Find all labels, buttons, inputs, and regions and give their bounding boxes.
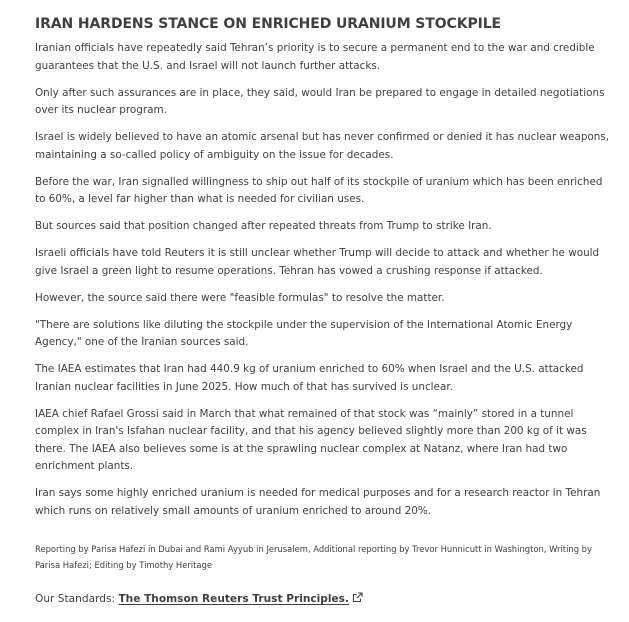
article-paragraph: Before the war, Iran signalled willingness to ship out half of its stockpile of uranium which has been enriched to 60%, a level far higher than what is needed for civilian uses. [35, 175, 603, 205]
reporting-credits: Reporting by Parisa Hafezi in Dubai and Rami Ayyub in Jerusalem, Additional reporting by Trevor Hunnicutt in Washington, Writing by Parisa Hafezi; Editing by Timothy Heritage [35, 544, 592, 570]
article-paragraph: But sources said that position changed after repeated threats from Trump to strike Iran. [35, 220, 492, 232]
article-paragraph: IAEA chief Rafael Grossi said in March that what remained of that stock was “mainly” stored in a tunnel complex in Iran's Isfahan nuclear facility, and that his agency believed slightly more than 200 kg of it was there. The IAEA also believes some is at the sprawling nuclear complex at Natanz, where Iran had two enrichment plants. [35, 407, 587, 472]
article-paragraph: Iran says some highly enriched uranium is needed for medical purposes and for a research reactor in Tehran which runs on relatively small amounts of uranium enriched to around 20%. [35, 487, 601, 517]
article-paragraph: Israel is widely believed to have an atomic arsenal but has never confirmed or denied it has nuclear weapons, maintaining a so-called policy of ambiguity on the issue for decades. [35, 131, 610, 161]
external-link-icon[interactable] [352, 592, 363, 608]
article-paragraph: "There are solutions like diluting the stockpile under the supervision of the International Atomic Energy Agency," one of the Iranian sources said. [35, 318, 573, 348]
article-paragraph: Only after such assurances are in place, they said, would Iran be prepared to engage in detailed negotiations over its nuclear program. [35, 86, 605, 116]
article-paragraph: The IAEA estimates that Iran had 440.9 kg of uranium enriched to 60% when Israel and the U.S. attacked Iranian nuclear facilities in June 2025. How much of that has survived is unclear. [35, 363, 584, 393]
trust-principles-link[interactable]: The Thomson Reuters Trust Principles. [118, 593, 350, 605]
article-paragraph: Israeli officials have told Reuters it is still unclear whether Trump will decide to attack and whether he would give Israel a green light to resume operations. Tehran has vowed a crushing response if attacked. [35, 247, 600, 277]
article [35, 14, 610, 608]
our-standards [35, 591, 610, 608]
article-paragraph: Iranian officials have repeatedly said Tehran’s priority is to secure a permanent end to the war and credible guarantees that the U.S. and Israel will not launch further attacks. [35, 42, 595, 72]
article-headline: IRAN HARDENS STANCE ON ENRICHED URANIUM STOCKPILE [35, 16, 502, 32]
article-paragraph: However, the source said there were "feasible formulas" to resolve the matter. [35, 291, 445, 304]
standards-label: Our Standards: [35, 593, 119, 605]
